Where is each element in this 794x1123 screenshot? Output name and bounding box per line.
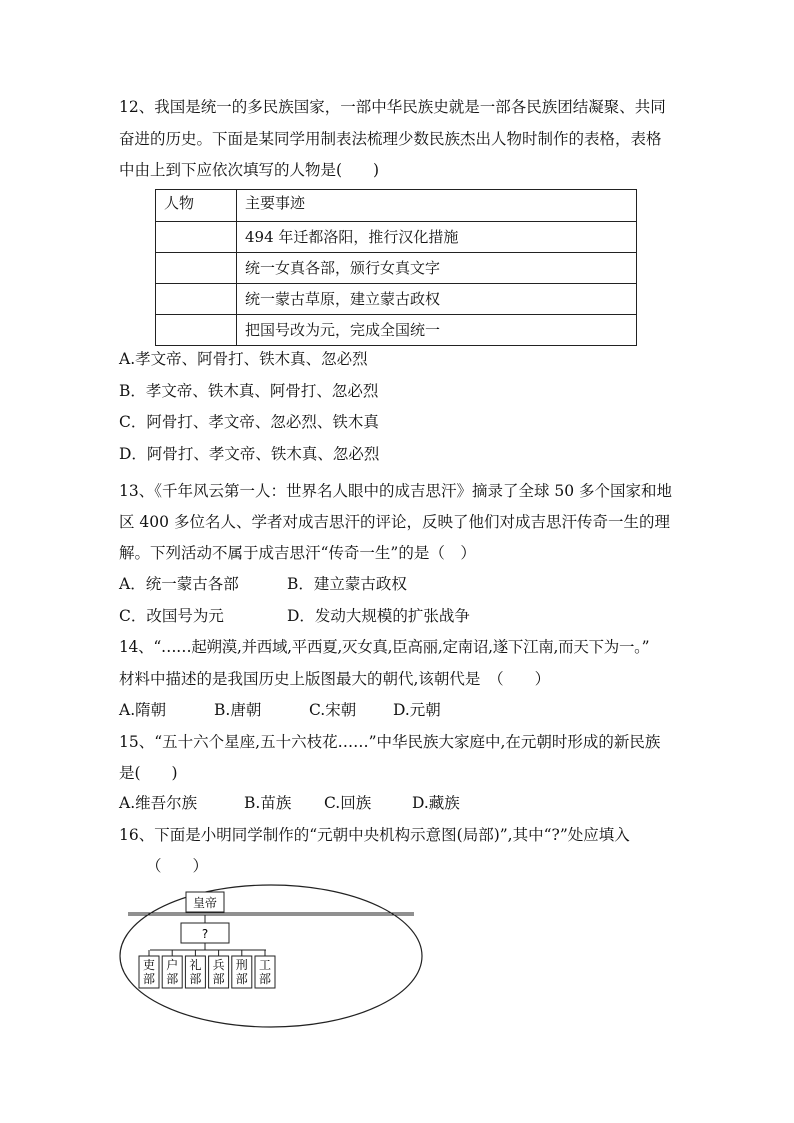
q12-option-c: C．阿骨打、孝文帝、忽必烈、铁木真 <box>119 413 379 431</box>
q13-options-row-2 <box>119 606 470 626</box>
q15-option-b: B.苗族 <box>244 794 292 812</box>
q16-line-1: 16、下面是小明同学制作的“元朝中央机构示意图(局部)”,其中“?”处应填入 <box>119 826 630 844</box>
q15-line-2: 是( ) <box>119 764 178 782</box>
central-government-diagram <box>118 883 424 1029</box>
q12-option-d: D．阿骨打、孝文帝、铁木真、忽必烈 <box>119 445 380 463</box>
deeds-cell: 统一蒙古草原，建立蒙古政权 <box>237 284 637 315</box>
q15-options <box>119 793 460 813</box>
table-row <box>156 284 637 315</box>
question-mark-label: ? <box>201 927 209 941</box>
q13-options-row-1 <box>119 574 407 594</box>
dept-label-char: 部 <box>258 972 272 986</box>
q12-option-b: B．孝文帝、铁木真、阿骨打、忽必烈 <box>119 382 379 400</box>
dept-label-char: 部 <box>142 972 156 986</box>
q13-option-a: A．统一蒙古各部 <box>119 575 239 593</box>
q14-option-b: B.唐朝 <box>214 701 262 719</box>
q16-line-2: （ ） <box>146 857 209 875</box>
q12-option-a: A.孝文帝、阿骨打、铁木真、忽必烈 <box>119 350 368 368</box>
deeds-cell: 494 年迁都洛阳，推行汉化措施 <box>237 222 637 253</box>
dept-label-char: 部 <box>235 972 248 986</box>
dept-label-char: 吏 <box>142 958 156 972</box>
table-row <box>156 253 637 284</box>
person-cell <box>156 284 237 315</box>
q13-option-b: B．建立蒙古政权 <box>287 575 407 593</box>
person-cell <box>156 253 237 284</box>
person-cell <box>156 222 237 253</box>
q14-option-c: C.宋朝 <box>309 701 357 719</box>
header-person: 人物 <box>156 190 237 222</box>
q14-line-1: 14、“……起朔漠,并西域,平西夏,灭女真,臣高丽,定南诏,遂下江南,而天下为一。” <box>119 638 650 656</box>
dept-label-char: 兵 <box>212 958 225 972</box>
q14-options <box>119 700 441 720</box>
q12-line-1: 12、我国是统一的多民族国家，一部中华民族史就是一部各民族团结凝聚、共同 <box>119 98 666 116</box>
q15-option-a: A.维吾尔族 <box>119 794 198 812</box>
q15-line-1: 15、“五十六个星座,五十六枝花……”中华民族大家庭中,在元朝时形成的新民族 <box>119 733 661 751</box>
q12-table <box>155 189 637 346</box>
deeds-cell: 把国号改为元，完成全国统一 <box>237 315 637 346</box>
table-row <box>156 315 637 346</box>
q13-option-d: D．发动大规模的扩张战争 <box>287 607 470 625</box>
dept-label-char: 礼 <box>189 958 202 972</box>
q15-option-c: C.回族 <box>324 794 372 812</box>
dept-label-char: 部 <box>166 972 179 986</box>
dept-label-char: 刑 <box>235 958 248 972</box>
dept-label-char: 部 <box>212 972 225 986</box>
q14-option-a: A.隋朝 <box>119 701 167 719</box>
dept-label-char: 工 <box>258 958 272 972</box>
table-header-row <box>156 190 637 222</box>
q12-line-2: 奋进的历史。下面是某同学用制表法梳理少数民族杰出人物时制作的表格，表格 <box>119 130 662 148</box>
q13-line-3: 解。下列活动不属于成吉思汗“传奇一生”的是（ ） <box>119 544 476 562</box>
emperor-label: 皇帝 <box>192 896 218 910</box>
dept-label-char: 部 <box>189 972 202 986</box>
person-cell <box>156 315 237 346</box>
deeds-cell: 统一女真各部，颁行女真文字 <box>237 253 637 284</box>
header-deeds: 主要事迹 <box>237 190 637 222</box>
q14-option-d: D.元朝 <box>393 701 441 719</box>
dept-label-char: 户 <box>166 958 179 972</box>
q13-line-2: 区 400 多位名人、学者对成吉思汗的评论，反映了他们对成吉思汗传奇一生的理 <box>119 513 670 531</box>
q12-line-3: 中由上到下应依次填写的人物是( ) <box>119 161 380 179</box>
q15-option-d: D.藏族 <box>412 794 460 812</box>
departments <box>139 950 275 988</box>
q13-option-c: C．改国号为元 <box>119 607 224 625</box>
q14-line-2: 材料中描述的是我国历史上版图最大的朝代,该朝代是 （ ） <box>119 670 551 688</box>
q13-line-1: 13、《千年风云第一人：世界名人眼中的成吉思汗》摘录了全球 50 多个国家和地 <box>119 482 673 500</box>
table-row <box>156 222 637 253</box>
